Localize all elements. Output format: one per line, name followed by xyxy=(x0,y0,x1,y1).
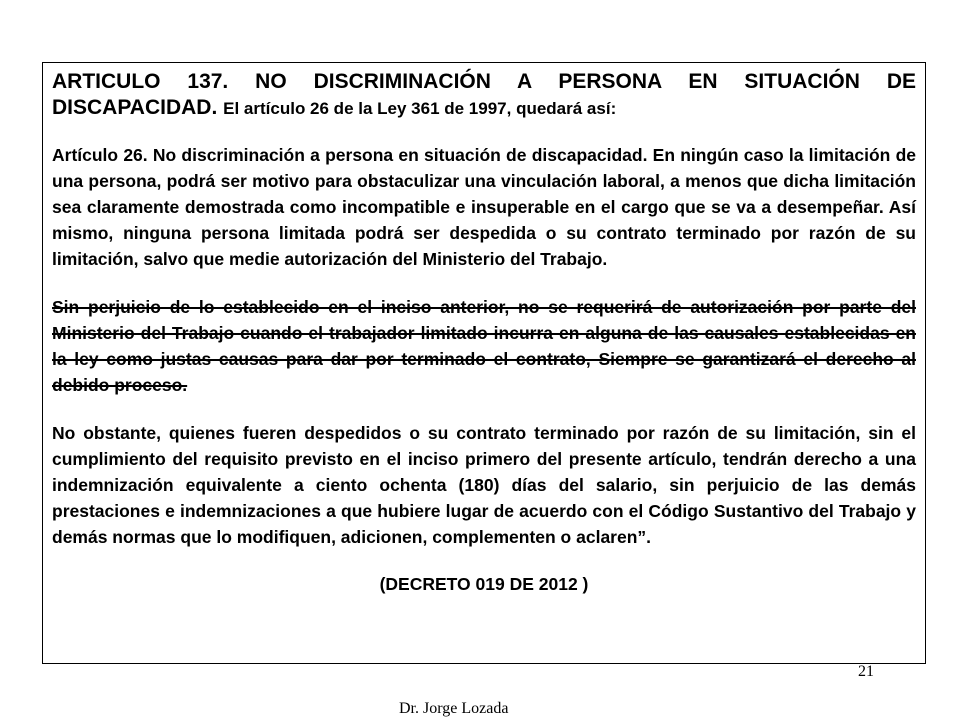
article-paragraph-1: Artículo 26. No discriminación a persona en situación de discapacidad. En ningún caso la limitación de una persona, podrá ser motivo para obstaculizar una vinculación laboral, a menos que dicha limitación sea claramente demostrada como incompatible e insuperable en el cargo que se va a desempeñar. Así mismo, ninguna persona limitada podrá ser despedida o su contrato terminado por razón de su limitación, salvo que medie autorización del Ministerio del Trabajo. xyxy=(52,145,916,269)
author-name: Dr. Jorge Lozada xyxy=(399,700,509,717)
article-paragraph-3: No obstante, quienes fueren despedidos o su contrato terminado por razón de su limitación, sin el cumplimiento del requisito previsto en el inciso primero del presente artículo, tendrán derecho a una indemnización equivalente a ciento ochenta (180) días del salario, sin perjuicio de las demás prestaciones e indemnizaciones a que hubiere lugar de acuerdo con el Código Sustantivo del Trabajo y demás normas que lo modifiquen, adicionen, complementen o aclaren”. xyxy=(52,423,916,547)
article-title xyxy=(52,69,916,122)
article-paragraph-2-struck: Sin perjuicio de lo establecido en el inciso anterior, no se requerirá de autorización por parte del Ministerio del Trabajo cuando el trabajador limitado incurra en alguna de las causales establecidas en la ley como justas causas para dar por terminado el contrato, Siempre se garantizará el derecho al debido proceso. xyxy=(52,297,916,395)
article-text-box xyxy=(42,62,926,664)
article-title-main: ARTICULO 137. NO DISCRIMINACIÓN A PERSONA EN SITUACIÓN DE DISCAPACIDAD. xyxy=(52,70,916,119)
page-number: 21 xyxy=(858,663,874,680)
decree-reference: (DECRETO 019 DE 2012 ) xyxy=(379,574,589,594)
article-title-intro: El artículo 26 de la Ley 361 de 1997, quedará así: xyxy=(223,99,617,118)
